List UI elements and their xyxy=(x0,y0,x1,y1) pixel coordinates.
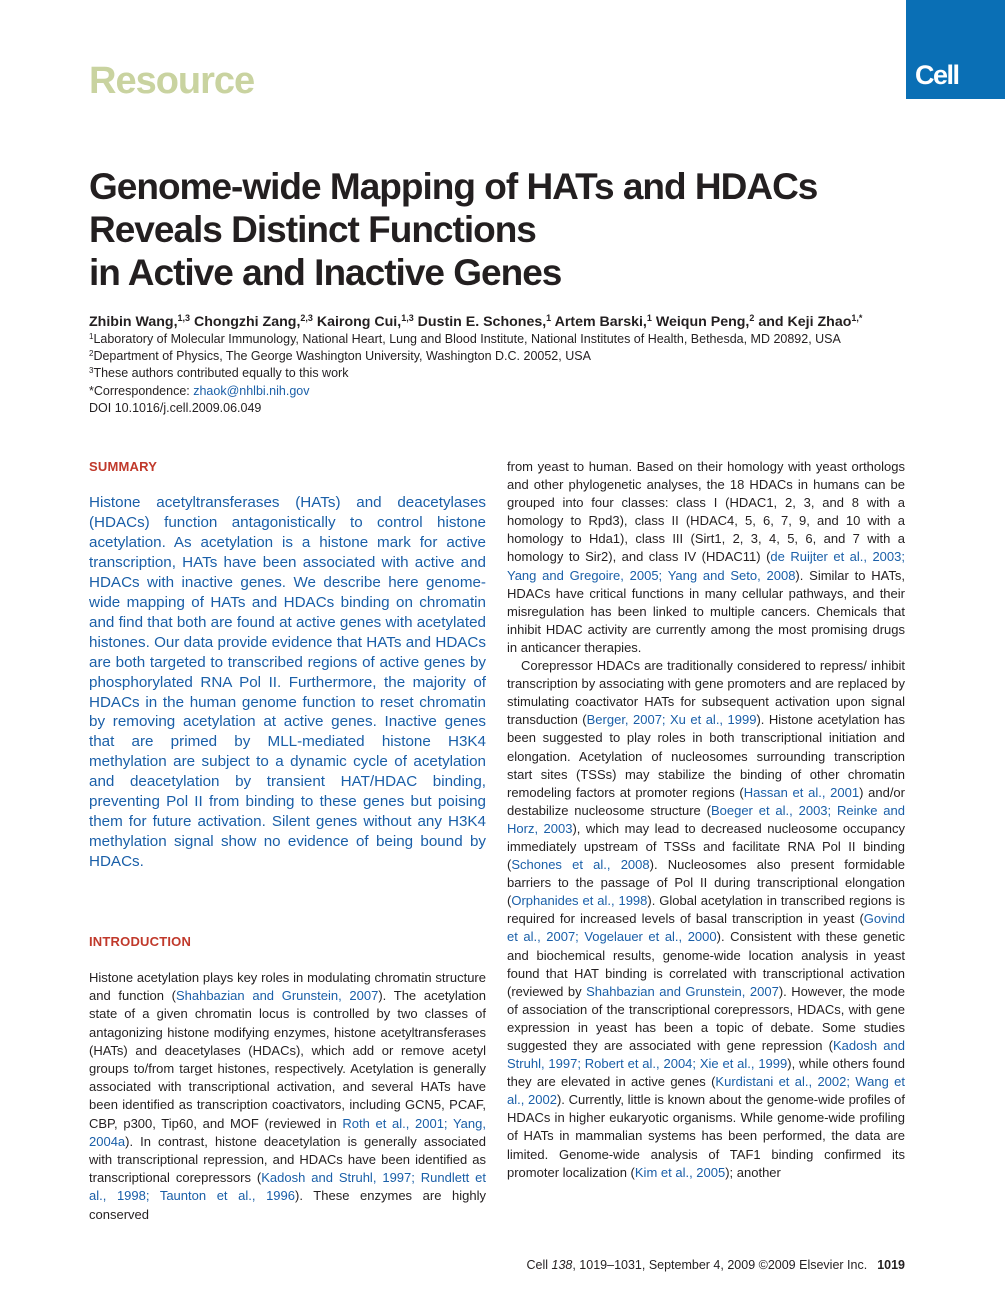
author: and Keji Zhao$^{1,*}$ xyxy=(758,313,863,330)
citation-link[interactable]: Schones et al., 2008 xyxy=(511,857,650,873)
author: Dustin E. Schones,$^1$ xyxy=(417,313,552,330)
author-list xyxy=(89,312,862,332)
summary-heading: SUMMARY xyxy=(89,459,158,474)
author: Kairong Cui,$^{1,3}$ xyxy=(316,313,414,330)
correspondence: *Correspondence: zhaok@nhlbi.nih.gov xyxy=(89,383,310,398)
author: Chongzhi Zang,$^{2,3}$ xyxy=(194,313,313,330)
paragraph: Corepressor HDACs are traditionally considered to repress/ inhibit transcription by associating with gene promoters and are replaced by stimulating coactivator HATs for subsequent activation upon signal transduction (Berger, 2007; Xu et al., 1999). Histone acetylation has been suggested to play roles in both transcriptional initiation and elongation. Acetylation of nucleosomes surrounding transcription start sites (TSSs) may stabilize the binding of other chromatin remodeling factors at promoter regions (Hassan et al., 2001) and/or destabilize nucleosome structure (Boeger et al., 2003; Reinke and Horz, 2003), which may lead to decreased nucleosome occupancy immediately upstream of TSSs and facilitate RNA Pol II binding (Schones et al., 2008). Nucleosomes also present formidable barriers to the passage of Pol II during transcriptional elongation (Orphanides et al., 1998). Global acetylation in transcribed regions is required for increased levels of basal transcription in yeast (Govind et al., 2007; Vogelauer et al., 2000). Consistent with these genetic and biochemical results, genome-wide location analysis in yeast found that HAT binding is correlated with transcriptional activation (reviewed by Shahbazian and Grunstein, 2007). However, the mode of association of the transcriptional corepressors, HDACs, with gene expression in yeast has been a topic of debate. Some studies suggested they are associated with gene repression (Kadosh and Struhl, 1997; Robert et al., 2004; Xie et al., 1999), while others found they are elevated in active genes (Kurdistani et al., 2002; Wang et al., 2002). Currently, little is known about the genome-wide profiles of HDACs in higher eukaryotic organisms. While genome-wide profiling of HATs in mammalian systems has been performed, the data are limited. Genome-wide analysis of TAF1 binding confirmed its promoter localization (Kim et al., 2005); another xyxy=(507,658,906,1180)
citation-link[interactable]: Kim et al., 2005 xyxy=(634,1164,726,1180)
page-footer: Cell 138, 1019–1031, September 4, 2009 ©2009 Elsevier Inc. 1019 xyxy=(526,1258,905,1272)
citation-link[interactable]: de Ruijter et al., 2003; Yang and Gregoire, 2005; Yang and Seto, 2008 xyxy=(507,549,905,583)
citation-link[interactable]: Boeger et al., 2003; Reinke and Horz, 2003 xyxy=(507,802,905,836)
affiliation: $^3$These authors contributed equally to this work xyxy=(89,366,349,381)
summary-text: Histone acetyltransferases (HATs) and deacetylases (HDACs) function antagonistically to control histone acetylation. As acetylation is a histone mark for active transcription, HATs have been associated with active and HDACs with inactive genes. We describe here genome-wide mapping of HATs and HDACs binding on chromatin and find that both are found at active genes with acetylated histones. Our data provide evidence that HATs and HDACs are both targeted to transcribed regions of active genes by phosphorylated RNA Pol II. Furthermore, the majority of HDACs in the human genome function to reset chromatin by removing acetylation at active genes. Inactive genes that are primed by MLL-mediated histone H3K4 methylation are subject to a dynamic cycle of acetylation and deacetylation by transient HAT/HDAC binding, preventing Pol II from binding to these genes but poising them for future activation. Silent genes without any H3K4 methylation signal show no evidence of being bound by HDACs. xyxy=(89,494,486,871)
journal-logo: Cell xyxy=(906,0,1005,99)
citation-link[interactable]: Govind et al., 2007; Vogelauer et al., 2000 xyxy=(507,911,905,945)
title-line: Genome-wide Mapping of HATs and HDACs xyxy=(89,166,818,207)
body-column-left xyxy=(89,969,486,1224)
author: Artem Barski,$^1$ xyxy=(554,313,652,330)
email-link[interactable]: zhaok@nhlbi.nih.gov xyxy=(193,383,310,398)
citation-link[interactable]: Orphanides et al., 1998 xyxy=(511,893,648,909)
citation-link[interactable]: Shahbazian and Grunstein, 2007 xyxy=(175,988,379,1004)
affiliations xyxy=(89,331,841,417)
citation-link[interactable]: Kadosh and Struhl, 1997; Rundlett et al., 1998; Taunton et al., 1996 xyxy=(89,1170,486,1204)
title-line: in Active and Inactive Genes xyxy=(89,252,562,293)
citation-link[interactable]: Hassan et al., 2001 xyxy=(743,784,860,800)
author: Zhibin Wang,$^{1,3}$ xyxy=(89,313,191,330)
citation-link[interactable]: Kurdistani et al., 2002; Wang et al., 2002 xyxy=(507,1074,905,1108)
affiliation: $^1$Laboratory of Molecular Immunology, National Heart, Lung and Blood Institute, National Institutes of Health, Bethesda, MD 20892, USA xyxy=(89,332,841,346)
author: Weiqun Peng,$^2$ xyxy=(655,313,755,330)
page-number: 1019 xyxy=(877,1258,905,1272)
paragraph: Histone acetylation plays key roles in modulating chromatin structure and function (Shahbazian and Grunstein, 2007). The acetylation state of a given chromatin locus is controlled by two classes of antagonizing histone modifying enzymes, histone acetyltransferases (HATs) and deacetylases (HDACs), which add or remove acetyl groups to/from target histones, respectively. Acetylation is generally associated with transcriptional activation, and several HATs have been identified as transcription coactivators, including GCN5, PCAF, CBP, p300, Tip60, and MOF (reviewed in Roth et al., 2001; Yang, 2004a). In contrast, histone deacetylation is generally associated with transcriptional repression, and HDACs have been identified as transcriptional corepressors (Kadosh and Struhl, 1997; Rundlett et al., 1998; Taunton et al., 1996). These enzymes are highly conserved xyxy=(89,970,487,1222)
affiliation: $^2$Department of Physics, The George Washington University, Washington D.C. 20052, USA xyxy=(89,349,591,364)
introduction-heading: INTRODUCTION xyxy=(89,934,192,949)
citation-link[interactable]: Shahbazian and Grunstein, 2007 xyxy=(586,983,779,999)
citation-link[interactable]: Roth et al., 2001; Yang, 2004a xyxy=(89,1115,486,1149)
doi: DOI 10.1016/j.cell.2009.06.049 xyxy=(89,400,262,415)
title-line: Reveals Distinct Functions xyxy=(89,209,536,250)
article-title xyxy=(89,165,949,294)
section-label: Resource xyxy=(89,60,255,102)
citation-link[interactable]: Kadosh and Struhl, 1997; Robert et al., 2004; Xie et al., 1999 xyxy=(507,1038,905,1072)
paragraph: from yeast to human. Based on their homology with yeast orthologs and other phylogenetic analyses, the 18 HDACs in humans can be grouped into four classes: class I (HDAC1, 2, 3, and 8 with a homology to Rpd3), class II (HDAC4, 5, 6, 7, 9, and 10 with a homology to Hda1), class III (Sirt1, 2, 3, 4, 5, 6, and 7 with a homology to Sir2), and class IV (HDAC11) (de Ruijter et al., 2003; Yang and Gregoire, 2005; Yang and Seto, 2008). Similar to HATs, HDACs have critical functions in many cellular pathways, and their misregulation has been linked to multiple cancers. Chemicals that inhibit HDAC activity are currently among the most promising drugs in anticancer therapies. xyxy=(507,459,905,655)
citation-link[interactable]: Berger, 2007; Xu et al., 1999 xyxy=(586,712,757,728)
body-column-right xyxy=(507,458,905,1182)
